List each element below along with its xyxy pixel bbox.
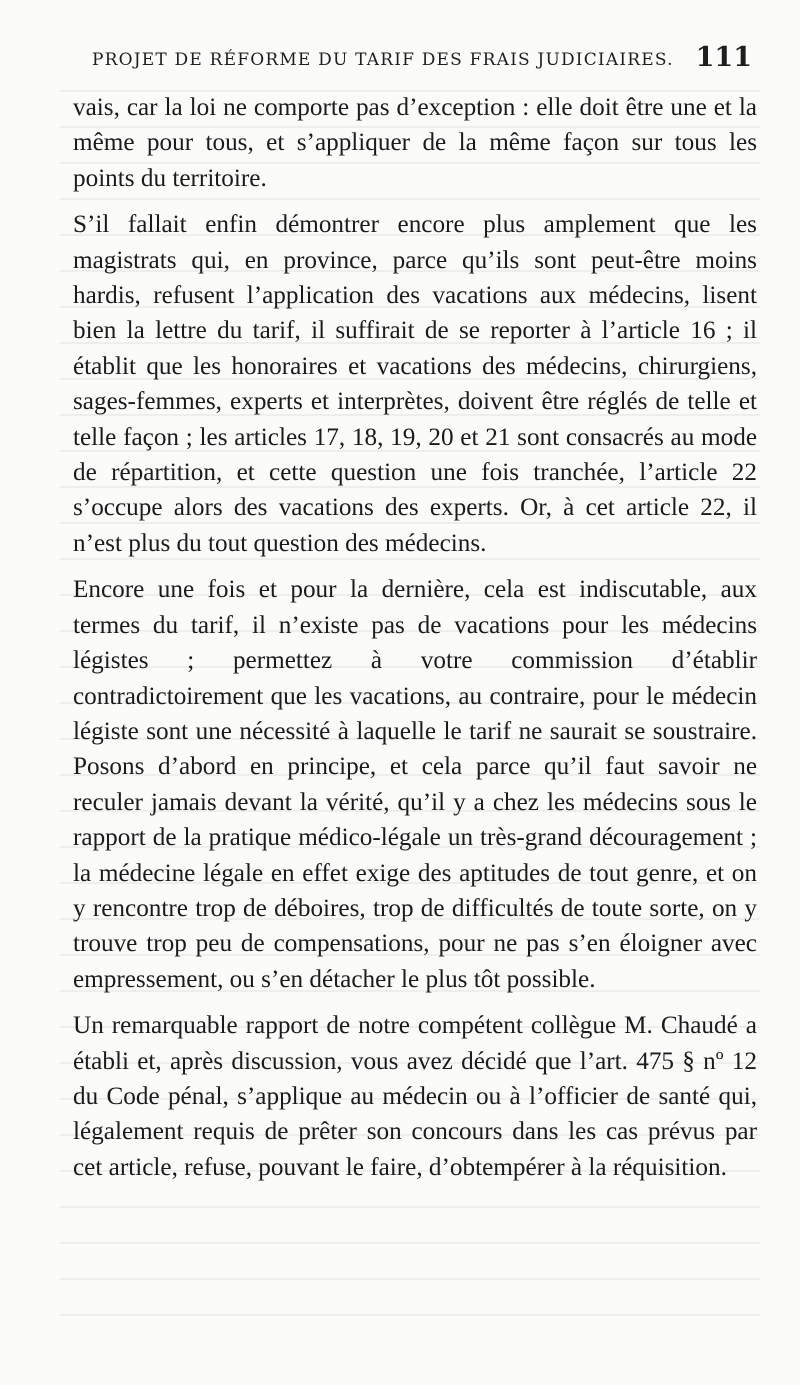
running-title: PROJET DE RÉFORME DU TARIF DES FRAIS JUDICIAIRES. — [92, 50, 674, 70]
body-text — [73, 90, 757, 1185]
running-head — [92, 40, 752, 76]
paragraph-chaude-report: Un remarquable rapport de notre compétent collègue M. Chaudé a établi et, après discussion, vous avez décidé que l’art. 475 § nº 12 du Code pénal, s’applique au médecin ou à l’officier de santé qui, légalement requis de prêter son concours dans les cas prévus par cet article, refuse, pouvant le faire, d’obtempérer à la réquisition. — [73, 1012, 757, 1181]
paragraph-continuation: vais, car la loi ne comporte pas d’exception : elle doit être une et la même pour tous, et s’appliquer de la même façon sur tous les points du territoire. — [73, 94, 757, 192]
paragraph-vacations-necessity: Encore une fois et pour la dernière, cela est indiscutable, aux termes du tarif, il n’existe pas de vacations pour les médecins légistes ; permettez à votre commission d’établir contradictoirement que les vacations, au contraire, pour le médecin légiste sont une nécessité à laquelle le tarif ne saurait se soustraire. Posons d’abord en principe, et cela parce qu’il faut savoir ne reculer jamais devant la vérité, qu’il y a chez les médecins sous le rapport de la pratique médico-légale un très-grand découragement ; la médecine légale en effet exige des aptitudes de tout genre, et on y rencontre trop de déboires, trop de difficultés de toute sorte, on y trouve trop peu de compensations, pour ne pas s’en éloigner avec empressement, ou s’en détacher le plus tôt possible. — [73, 576, 757, 993]
paragraph-article-16: S’il fallait enfin démontrer encore plus amplement que les magistrats qui, en province, parce qu’ils sont peut-être moins hardis, refusent l’application des vacations aux médecins, lisent bien la lettre du tarif, il suffirait de se reporter à l’article 16 ; il établit que les honoraires et vacations des médecins, chirurgiens, sages-femmes, experts et interprètes, doivent être réglés de telle et telle façon ; les articles 17, 18, 19, 20 et 21 sont consacrés au mode de répartition, et cette question une fois tranchée, l’article 22 s’occupe alors des vacations des experts. Or, à cet article 22, il n’est plus du tout question des médecins. — [73, 211, 757, 557]
page-number: 111 — [695, 42, 752, 73]
